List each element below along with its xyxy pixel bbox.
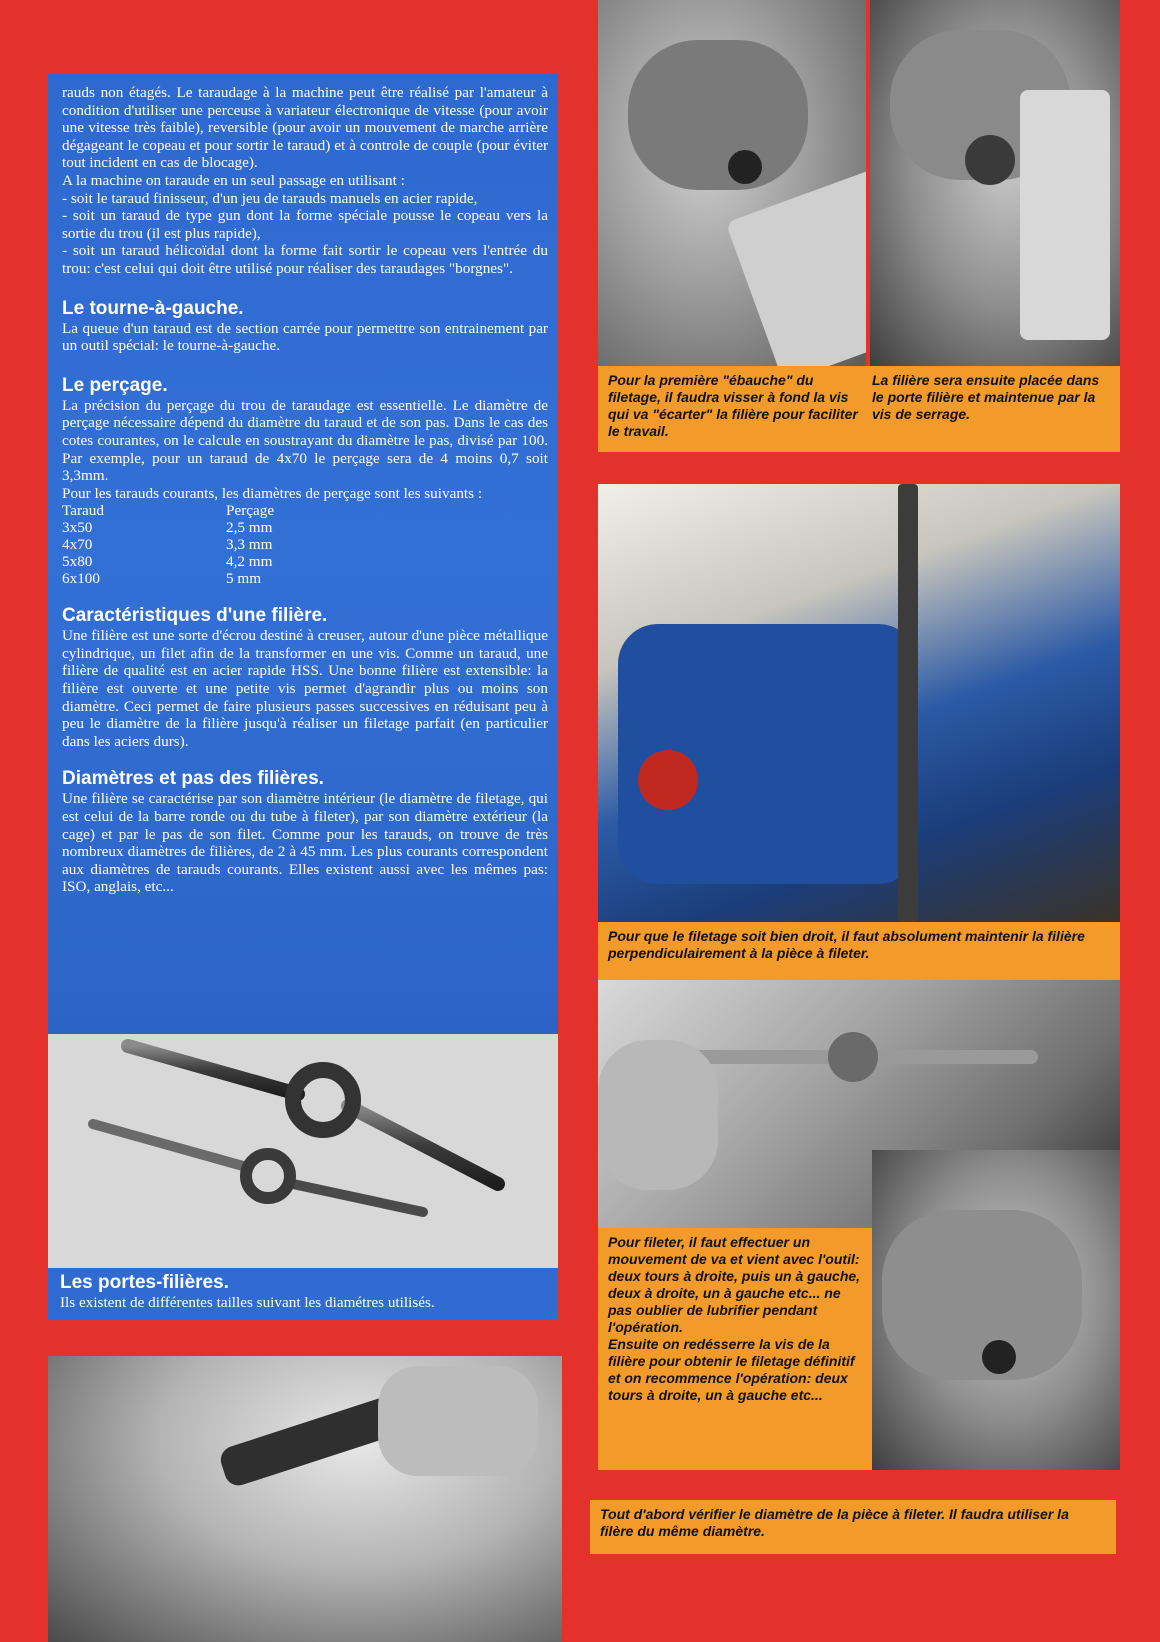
caption-text: Pour que le filetage soit bien droit, il faut absolument maintenir la filière perpendiculairement à la pièce à fileter.: [608, 928, 1085, 961]
caption-text: Pour la première "ébauche" du filetage, il faudra visser à fond la vis qui va "écarter" la filière pour faciliter le travail.: [608, 372, 858, 439]
bullet-item: - soit un taraud de type gun dont la forme spéciale pousse le copeau vers la sortie du trou (il est plus rapide),: [62, 207, 548, 242]
caption-porte-filiere: [862, 366, 1120, 452]
die-shape: [828, 1032, 878, 1082]
caption-verifier: [590, 1500, 1116, 1554]
hand-shape: [598, 1040, 718, 1190]
table-header: Perçage: [226, 502, 275, 520]
blue-text-panel: [48, 74, 558, 1034]
table-row: [62, 553, 274, 570]
caption-perpendiculaire: [598, 922, 1120, 980]
table-cell: 4,2 mm: [226, 553, 273, 571]
die-shape: [982, 1340, 1016, 1374]
heading-tourne-a-gauche: Le tourne-à-gauche.: [62, 297, 244, 319]
machine-paragraph: A la machine on taraude en un seul passage en utilisant :: [62, 171, 405, 189]
table-cell: 6x100: [62, 570, 100, 588]
vise-knob-shape: [638, 750, 698, 810]
portes-filieres-title: Les portes-filières.: [60, 1272, 229, 1293]
package-shape: [1020, 90, 1110, 340]
diametres-paragraph: Une filière se caractérise par son diamètre intérieur (le diamètre de filetage, qui est celui de la barre ronde ou du tube à fileter), par son diamètre extérieur (la cage) et par le pas de son filet. Comme pour les tarauds, on trouve de très nombreux diamètres de filières, de 2 à 45 mm. Les plus courants correspondent aux diamètres de tarauds courants. Elles existent aussi avec les mêmes pas: ISO, anglais, etc...: [62, 790, 548, 896]
table-cell: 3,3 mm: [226, 536, 273, 554]
die-holders-illustration: [48, 1034, 558, 1268]
portes-filieres-caption: [48, 1268, 558, 1319]
die-holder-mount-photo: [870, 0, 1120, 366]
intro-paragraph: rauds non étagés. Le taraudage à la machine peut être réalisé par l'amateur à condition d'utiliser une perceuse à variateur électronique de vitesse (pour avoir une vitesse très faible), reversible (pour avoir un mouvement de marche arrière dégageant le copeau et pour sortir le taraud) et à controle de couple (pour éviter tout incident en cas de blocage).: [62, 84, 548, 172]
caption-ebauche: [598, 366, 870, 452]
threading-detail-photo: [872, 1150, 1120, 1470]
caption-text: Pour fileter, il faut effectuer un mouvement de va et vient avec l'outil: deux tours à droite, puis un à gauche, deux à droite, un à gauche etc... ne pas oublier de lubrifier pendant l'opération.: [608, 1234, 861, 1335]
caption-fileter: [598, 1228, 872, 1470]
caliper-photo: [48, 1356, 562, 1642]
table-cell: 4x70: [62, 536, 93, 554]
table-cell: 3x50: [62, 519, 93, 537]
table-cell: 5 mm: [226, 570, 262, 588]
heading-caracteristiques: Caractéristiques d'une filière.: [62, 605, 328, 627]
die-shape: [728, 150, 762, 184]
caracteristiques-paragraph: Une filière est une sorte d'écrou destiné à creuser, autour d'une pièce métallique cylindrique, un filet afin de la transformer en une vis. Comme un taraud, une filière de qualité est en acier rapide HSS. Une bonne filière est extensible: la filière est ouverte et une petite vis permet d'agrandir plus ou moins son diamètre. Ceci permet de faire plusieurs passes successives en réduisant peu à peu le diamètre de la filière jusqu'à réaliser un filetage parfait (en particulier dans les aciers durs).: [62, 627, 548, 750]
percage-paragraph: La précision du perçage du trou de taraudage est essentielle. Le diamètre de perçage nécessaire dépend du diamètre du taraud et de son pas. Dans le cas des cotes courantes, on le calcule en soustrayant du diamètre le pas, divisé par 100. Par exemple, pour un taraud de 4x70 le perçage sera de 4 moins 0,7 soit 3,3mm.: [62, 396, 548, 485]
tourne-paragraph: La queue d'un taraud est de section carrée pour permettre son entrainement par un outil spécial: le tourne-à-gauche.: [62, 319, 548, 355]
bullet-item: - soit le taraud finisseur, d'un jeu de tarauds manuels en acier rapide,: [62, 189, 478, 207]
table-cell: 5x80: [62, 553, 93, 571]
table-cell: 2,5 mm: [226, 519, 273, 537]
percage-table: [62, 502, 274, 587]
heading-percage: Le perçage.: [62, 374, 168, 396]
table-header: Taraud: [62, 502, 104, 520]
portes-filieres-text: Ils existent de différentes tailles suivant les diamétres utilisés.: [60, 1294, 435, 1311]
table-header-row: [62, 502, 274, 519]
bullet-item: - soit un taraud hélicoïdal dont la forme fait sortir le copeau vers l'entrée du trou: c'est celui qui doit être utilisé pour réaliser des taraudages "borgnes".: [62, 242, 548, 277]
table-row: [62, 536, 274, 553]
table-row: [62, 519, 274, 536]
table-row: [62, 570, 274, 587]
hand-shape: [628, 40, 808, 190]
caption-text: Tout d'abord vérifier le diamètre de la pièce à fileter. Il faudra utiliser la filère du même diamètre.: [600, 1506, 1069, 1539]
caption-text: Ensuite on redésserre la vis de la filière pour obtenir le filetage définitif et on recommence l'opération: deux tours à droite, un à gauche etc...: [608, 1336, 855, 1403]
hand-shape: [378, 1366, 538, 1476]
percage-paragraph-2: Pour les tarauds courants, les diamètres de perçage sont les suivants :: [62, 484, 483, 502]
rod-shape: [898, 484, 918, 922]
die-screw-photo: [598, 0, 866, 366]
heading-diametres: Diamètres et pas des filières.: [62, 768, 324, 790]
vise-photo: [598, 484, 1120, 922]
die-holder-shape: [965, 135, 1015, 185]
caption-text: La filière sera ensuite placée dans le porte filière et maintenue par la vis de serrage.: [872, 372, 1100, 422]
